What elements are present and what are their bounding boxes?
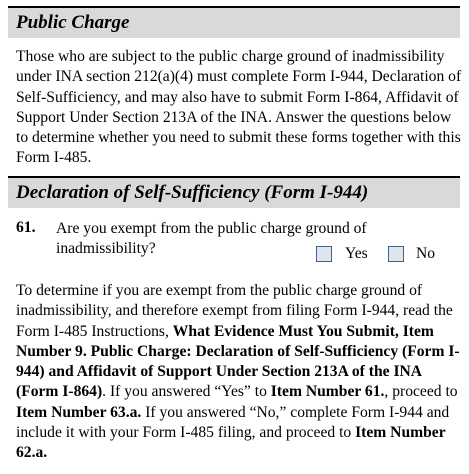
item-61-reference: Item Number 61. (270, 383, 385, 401)
explanation-text-1: To determine if you are exempt from the public charge ground of inadmissibility, and therefore exempt from filing Form I-944, read the Form I-485 Instructions, (16, 282, 453, 340)
explanation-text-2: . If you answered “Yes” to (102, 383, 271, 401)
no-label: No (416, 245, 436, 262)
exemption-explanation (16, 281, 462, 464)
instructions-reference: What Evidence Must You Submit, Item Number 9. Public Charge: Declaration of Self-Sufficiency (Form I-944) and Affidavit of Support Under Section 213A of the INA (Form I-864) (16, 322, 460, 401)
question-61-number: 61. (16, 219, 36, 236)
self-sufficiency-header (8, 176, 460, 208)
public-charge-header (8, 6, 460, 38)
self-sufficiency-title: Declaration of Self-Sufficiency (Form I-944) (16, 182, 369, 203)
public-charge-intro: Those who are subject to the public charge ground of inadmissibility under INA section 212(a)(4) must complete Form I-944, Declaration of Self-Sufficiency, and may also have to submit Form I-864, Affidavit of Support Under Section 213A of the INA. Answer the questions below to determine whether you need to submit these forms together with this Form I-485. (16, 48, 462, 167)
yes-checkbox[interactable] (316, 246, 332, 262)
no-checkbox[interactable] (388, 246, 404, 262)
question-61-text: Are you exempt from the public charge ground of inadmissibility? (56, 220, 367, 258)
explanation-text-3: , proceed to (384, 383, 458, 401)
item-63a-reference: Item Number 63.a. (16, 403, 142, 421)
item-62a-reference: Item Number 62.a. (16, 424, 446, 462)
public-charge-title: Public Charge (16, 12, 130, 33)
explanation-text-4: If you answered “No,” complete Form I-944 and include it with your Form I-485 filing, and proceed to (16, 403, 450, 442)
yes-label: Yes (345, 245, 368, 262)
